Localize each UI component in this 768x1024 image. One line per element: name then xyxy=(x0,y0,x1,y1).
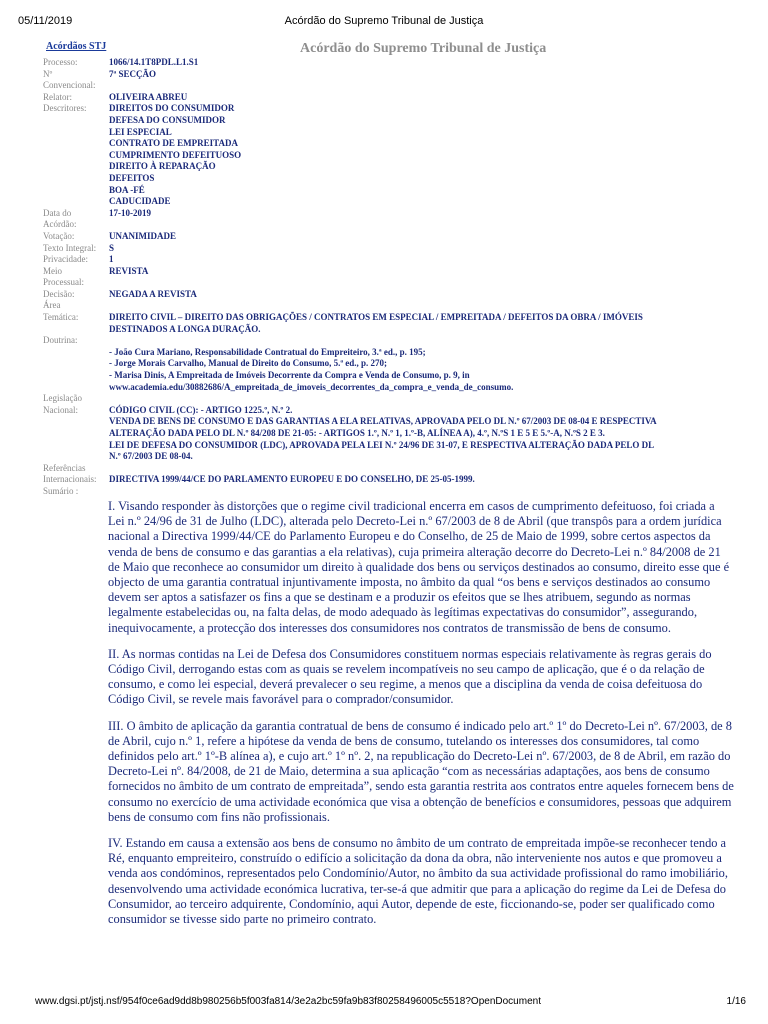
field-value xyxy=(109,254,743,266)
field-value xyxy=(109,474,743,486)
field-value-line: www.academia.edu/30882686/A_empreitada_de_imoveis_decorrentes_da_compra_e_venda_de_consumo. xyxy=(109,381,514,392)
field-row xyxy=(43,289,743,301)
field-value-line: - Jorge Morais Carvalho, Manual de Direito do Consumo, 5.ª ed., p. 270; xyxy=(109,358,388,369)
field-value-line: DIREITO À REPARAÇÃO xyxy=(109,161,216,172)
field-value-line: DIREITOS DO CONSUMIDOR xyxy=(109,103,235,114)
field-value-line: DIREITO CIVIL – DIREITO DAS OBRIGAÇÕES / CONTRATOS EM ESPECIAL / EMPREITADA / DEFEITOS DA OBRA / IMÓVEIS xyxy=(109,312,643,323)
field-row xyxy=(43,254,743,266)
field-label: Acórdão: xyxy=(43,219,77,230)
field-row xyxy=(43,300,743,312)
field-value-line: DIRECTIVA 1999/44/CE DO PARLAMENTO EUROPEU E DO CONSELHO, DE 25-05-1999. xyxy=(109,474,475,485)
field-value-line: DEFEITOS xyxy=(109,172,155,183)
field-value-line: LEI DE DEFESA DO CONSUMIDOR (LDC), APROVADA PELA LEI N.º 24/96 DE 31-07, E RESPECTIVA ALTERAÇÃO DADA PELO DL xyxy=(109,439,655,450)
field-row xyxy=(43,405,743,463)
field-label: Nº xyxy=(43,68,53,79)
field-value-line: BOA -FÉ xyxy=(109,184,145,195)
field-label: Votação: xyxy=(43,230,75,241)
field-row xyxy=(43,393,743,405)
field-label: Relator: xyxy=(43,91,72,102)
field-label: Data do xyxy=(43,207,72,218)
field-label: Convencional: xyxy=(43,80,96,91)
field-label: Legislação xyxy=(43,393,82,404)
field-value-line: UNANIMIDADE xyxy=(109,230,176,241)
field-value-line: CADUCIDADE xyxy=(109,196,171,207)
summary-paragraph: III. O âmbito de aplicação da garantia contratual de bens de consumo é indicado pelo art.º 1º do Decreto-Lei nº. 67/2003, de 8 de Abril, cujo n.º 1, refere a hipótese da venda de bens de consumo, tutelando os interesses dos consumidores, tal como definidos pelo art.º 1º-B alínea a), e cujo art.º 1º nº. 2, na republicação do Decreto-Lei nº. 67/2003, de 8 de Abril, em razão do Decreto-Lei nº. 84/2008, de 21 de Maio, determina a sua aplicação “com as necessárias adaptações, aos bens de consumo fornecidos no âmbito de um contrato de empreitada”, sendo esta garantia restrita aos contratos entre aqueles fornecem bens de consumo no exercício de uma actividade económica que visa a obtenção de benefícios e consumidores, pessoas que adquirem bens de consumo com fins não profissionais. xyxy=(108,718,734,824)
print-title: Acórdão do Supremo Tribunal de Justiça xyxy=(284,15,484,27)
field-value-line: 1 xyxy=(109,254,114,265)
field-label: Sumário : xyxy=(43,485,79,496)
field-row xyxy=(43,243,743,255)
page-number: 1/16 xyxy=(726,996,746,1007)
field-value xyxy=(109,92,743,104)
print-url: www.dgsi.pt/jstj.nsf/954f0ce6ad9dd8b980256b5f003fa814/3e2a2bc59fa9b83f80258496005c5518?OpenDocument xyxy=(35,996,541,1007)
print-date: 05/11/2019 xyxy=(18,15,73,27)
field-value-line: LEI ESPECIAL xyxy=(109,126,172,137)
field-label: Área xyxy=(43,300,61,311)
field-label: Privacidade: xyxy=(43,254,88,265)
summary-paragraph: II. As normas contidas na Lei de Defesa dos Consumidores constituem normas especiais relativamente às regras gerais do Código Civil, derrogando estas com as quais se revelem incompatíveis no seu campo de aplicação, que é o da relação de consumo, e como lei especial, deverá prevalecer o seu regime, a menos que a disciplina da venda de coisa defeituosa do Código Civil, se revele mais favorável para o comprador/consumidor. xyxy=(108,646,712,707)
print-footer xyxy=(35,996,746,1010)
field-value xyxy=(109,231,743,243)
field-value-line: 7ª SECÇÃO xyxy=(109,68,156,79)
field-row xyxy=(43,474,743,486)
acordaos-stj-link[interactable]: Acórdãos STJ xyxy=(46,41,107,52)
field-label: Temática: xyxy=(43,312,79,323)
field-row xyxy=(43,69,743,81)
field-value xyxy=(109,405,743,463)
field-row xyxy=(43,266,743,278)
field-row xyxy=(43,486,743,498)
field-row xyxy=(43,231,743,243)
field-value-line: CONTRATO DE EMPREITADA xyxy=(109,138,239,149)
field-label: Meio xyxy=(43,265,62,276)
field-value-line: 17-10-2019 xyxy=(109,207,151,218)
field-row xyxy=(43,80,743,92)
field-row xyxy=(43,57,743,69)
field-row xyxy=(43,277,743,289)
summary-paragraph: I. Visando responder às distorções que o regime civil tradicional encerra em casos de cumprimento defeituoso, foi criada a Lei n.º 24/96 de 31 de Julho (LDC), alterada pelo Decreto-Lei n.º 67/2003 de 8 de Abril (que transpôs para a ordem jurídica nacional a Directiva 1999/44/CE do Parlamento Europeu e do Conselho, de 25 de Maio de 1999, sobre certos aspectos da venda de bens de consumo e das garantias a ela relativas), cuja primeira alteração decorre do Decreto-Lei n.º 84/2008 de 21 de Maio que reconhece ao consumidor um direito à qualidade dos bens ou serviços destinados ao consumo, direito esse que é objecto de uma garantia contratual injuntivamente imposta, no âmbito da qual “os bens e serviços destinados ao consumo devem ser aptos a satisfazer os fins a que se destinam e a produzir os efeitos que se lhes atribuem, segundo as normas legalmente estabelecidas ou, na falta delas, de modo adequado às legítimas expectativas do consumidor”, assegurando, inequivocamente, a protecção dos interesses dos consumidores nos contratos de transmissão de bens de consumo. xyxy=(108,499,730,635)
field-label: Internacionais: xyxy=(43,474,97,485)
field-value-line: VENDA DE BENS DE CONSUMO E DAS GARANTIAS A ELA RELATIVAS, APROVADA PELO DL N.º 67/2003 DE 08-04 E RESPECTIVA xyxy=(109,416,657,427)
field-value xyxy=(109,208,743,220)
field-label: Processo: xyxy=(43,57,78,67)
metadata-fields xyxy=(43,57,743,498)
field-label: Doutrina: xyxy=(43,335,78,346)
field-value-line: CUMPRIMENTO DEFEITUOSO xyxy=(109,149,242,160)
field-value xyxy=(109,243,743,255)
field-row xyxy=(43,335,743,393)
field-value xyxy=(109,69,743,81)
field-value-line: - Marisa Dinis, A Empreitada de Imóveis Decorrente da Compra e Venda de Consumo, p. 9, in xyxy=(109,370,470,381)
field-value-line: - João Cura Mariano, Responsabilidade Contratual do Empreiteiro, 3.ª ed., p. 195; xyxy=(109,346,426,357)
field-value xyxy=(109,289,743,301)
field-value-line: CÓDIGO CIVIL (CC): - ARTIGO 1225.º, N.º 2. xyxy=(109,404,293,415)
field-value-line: NEGADA A REVISTA xyxy=(109,288,197,299)
field-label: Texto Integral: xyxy=(43,242,97,253)
field-value xyxy=(109,312,743,335)
field-label: Decisão: xyxy=(43,288,75,299)
field-label: Processual: xyxy=(43,277,84,288)
summary-section xyxy=(108,499,734,938)
print-header xyxy=(18,15,750,29)
field-value-line: DESTINADOS A LONGA DURAÇÃO. xyxy=(109,323,261,334)
field-label: Descritores: xyxy=(43,103,87,114)
field-value xyxy=(109,266,743,278)
document-title: Acórdão do Supremo Tribunal de Justiça xyxy=(300,41,547,56)
field-value xyxy=(109,57,743,69)
field-row xyxy=(43,103,743,207)
field-value xyxy=(109,103,743,207)
field-value-line: ALTERAÇÃO DADA PELO DL N.º 84/208 DE 21-05: - ARTIGOS 1.º, N.º 1, 1.º-B, ALÍNEA A), 4.º, N.ºS 1 E 5 E 5.º-A, N.ºS 2 E 3. xyxy=(109,428,605,438)
field-row xyxy=(43,219,743,231)
field-row xyxy=(43,463,743,475)
field-row xyxy=(43,92,743,104)
field-value-line: S xyxy=(109,242,115,253)
field-value-line xyxy=(109,335,743,347)
field-value-line: N.º 67/2003 DE 08-04. xyxy=(109,451,193,462)
field-label: Referências xyxy=(43,462,86,473)
field-value-line: REVISTA xyxy=(109,265,149,276)
field-row xyxy=(43,312,743,335)
summary-paragraph: IV. Estando em causa a extensão aos bens de consumo no âmbito de um contrato de empreitada impõe-se reconhecer tendo a Ré, enquanto empreiteiro, construído o edifício a solicitação da dona da obra, não interveniente nos autos e que promoveu a venda aos condóminos, representados pelo Condomínio/Autor, no âmbito da sua actividade profissional do ramo imobiliário, desenvolvendo uma actividade económica lucrativa, ter-se-á que admitir que para a aplicação do regime da Lei de Defesa do Consumidor, ao terceiro adquirente, Condomínio, aqui Autor, depende de este, ficcionando-se, poder ser qualificado como consumidor se tivesse sido parte no primeiro contrato. xyxy=(108,836,728,927)
field-value xyxy=(109,335,743,393)
field-label: Nacional: xyxy=(43,404,78,415)
field-value-line: 1066/14.1T8PDL.L1.S1 xyxy=(109,57,199,67)
field-row xyxy=(43,208,743,220)
field-value-line: DEFESA DO CONSUMIDOR xyxy=(109,114,226,125)
field-value-line: OLIVEIRA ABREU xyxy=(109,91,188,102)
